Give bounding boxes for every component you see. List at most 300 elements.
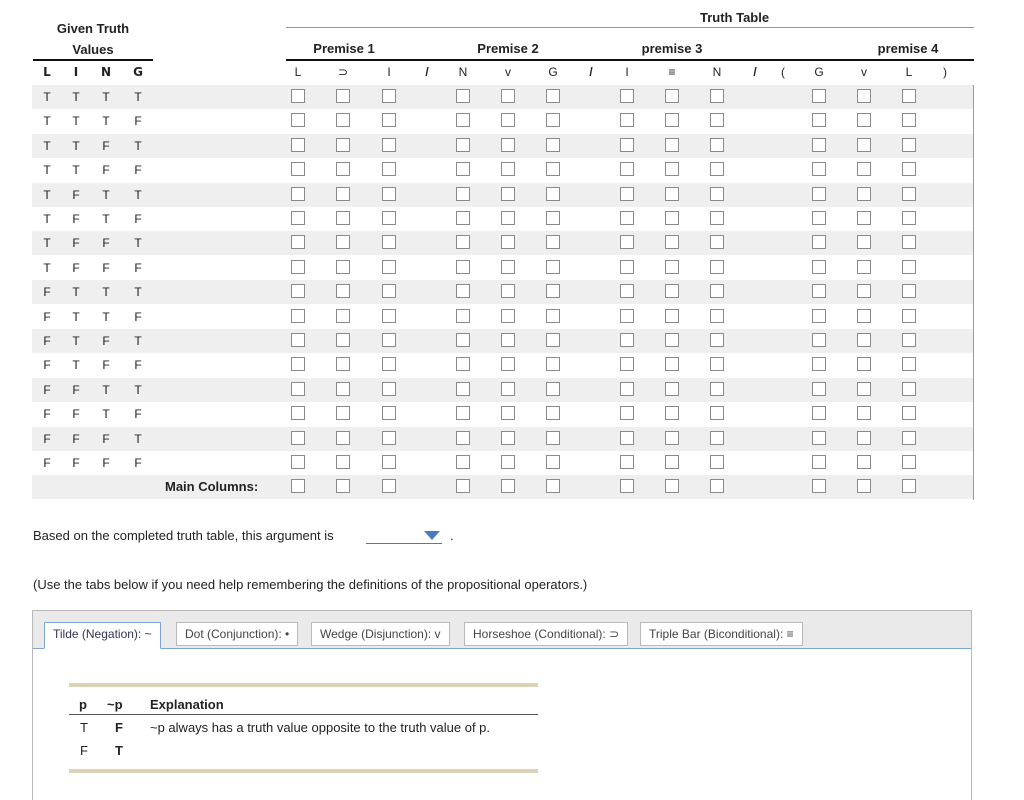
given-value: F xyxy=(134,310,142,324)
answer-checkbox-p1-i[interactable] xyxy=(382,309,396,323)
answer-checkbox-p4-l[interactable] xyxy=(902,89,916,103)
answer-checkbox-p2-g[interactable] xyxy=(546,187,560,201)
answer-checkbox-p3-triplebar[interactable] xyxy=(665,455,679,469)
answer-checkbox-p4-g[interactable] xyxy=(812,455,826,469)
answer-checkbox-p2-wedge[interactable] xyxy=(501,284,515,298)
answer-checkbox-p3-triplebar[interactable] xyxy=(665,284,679,298)
given-value: F xyxy=(72,212,80,226)
given-title-line1: Given Truth xyxy=(56,21,130,36)
premise-1-title: Premise 1 xyxy=(313,41,375,56)
tab-wedge-disjunction[interactable]: Wedge (Disjunction): v xyxy=(311,622,450,646)
answer-checkbox-p2-g[interactable] xyxy=(546,431,560,445)
answer-checkbox-p2-wedge[interactable] xyxy=(501,138,515,152)
answer-checkbox-p2-g[interactable] xyxy=(546,333,560,347)
answer-checkbox-p2-n[interactable] xyxy=(456,284,470,298)
answer-checkbox-p1-l[interactable] xyxy=(291,357,305,371)
def-explanation: ~p always has a truth value opposite to the truth value of p. xyxy=(150,720,491,735)
answer-checkbox-p4-l[interactable] xyxy=(902,333,916,347)
answer-checkbox-p3-n[interactable] xyxy=(710,431,724,445)
given-value: T xyxy=(102,188,110,202)
premise-2-title: Premise 2 xyxy=(477,41,539,56)
given-value: F xyxy=(102,261,110,275)
answer-checkbox-p2-n[interactable] xyxy=(456,162,470,176)
given-value: F xyxy=(72,432,80,446)
tab-horseshoe-conditional[interactable]: Horseshoe (Conditional): ⊃ xyxy=(464,622,628,646)
given-value: T xyxy=(72,334,80,348)
answer-checkbox-p2-g[interactable] xyxy=(546,113,560,127)
answer-checkbox-p3-triplebar[interactable] xyxy=(665,333,679,347)
answer-checkbox-p1-horseshoe[interactable] xyxy=(336,211,350,225)
answer-checkbox-p3-i[interactable] xyxy=(620,382,634,396)
main-column-checkbox-p3-triplebar[interactable] xyxy=(665,479,679,493)
answer-checkbox-p2-wedge[interactable] xyxy=(501,89,515,103)
answer-checkbox-p2-g[interactable] xyxy=(546,406,560,420)
given-value: F xyxy=(43,432,51,446)
given-value: F xyxy=(43,456,51,470)
answer-checkbox-p2-wedge[interactable] xyxy=(501,357,515,371)
answer-checkbox-p1-horseshoe[interactable] xyxy=(336,284,350,298)
answer-checkbox-p4-l[interactable] xyxy=(902,211,916,225)
answer-checkbox-p4-l[interactable] xyxy=(902,260,916,274)
answer-checkbox-p1-i[interactable] xyxy=(382,113,396,127)
answer-checkbox-p2-wedge[interactable] xyxy=(501,162,515,176)
answer-checkbox-p2-g[interactable] xyxy=(546,138,560,152)
main-column-checkbox-p4-wedge[interactable] xyxy=(857,479,871,493)
answer-checkbox-p4-wedge[interactable] xyxy=(857,89,871,103)
answer-checkbox-p1-l[interactable] xyxy=(291,235,305,249)
given-value: F xyxy=(134,163,142,177)
main-columns-label: Main Columns: xyxy=(165,479,259,494)
given-value: F xyxy=(134,456,142,470)
answer-checkbox-p4-g[interactable] xyxy=(812,309,826,323)
answer-checkbox-p3-triplebar[interactable] xyxy=(665,162,679,176)
main-column-checkbox-p2-g[interactable] xyxy=(546,479,560,493)
answer-checkbox-p2-wedge[interactable] xyxy=(501,309,515,323)
def-header-not-p: ~p xyxy=(107,697,123,712)
p4-col-g: G xyxy=(814,65,824,79)
answer-checkbox-p3-i[interactable] xyxy=(620,309,634,323)
given-title-line2: Values xyxy=(72,42,114,57)
given-value: T xyxy=(43,212,51,226)
answer-checkbox-p1-l[interactable] xyxy=(291,113,305,127)
given-value: F xyxy=(102,358,110,372)
p3-col-triplebar: ≡ xyxy=(668,65,676,79)
answer-checkbox-p3-n[interactable] xyxy=(710,260,724,274)
answer-checkbox-p4-wedge[interactable] xyxy=(857,309,871,323)
given-value: T xyxy=(72,114,80,128)
main-column-checkbox-p2-n[interactable] xyxy=(456,479,470,493)
definition-header-rule xyxy=(69,714,538,715)
answer-checkbox-p2-n[interactable] xyxy=(456,382,470,396)
answer-checkbox-p3-triplebar[interactable] xyxy=(665,309,679,323)
answer-checkbox-p3-i[interactable] xyxy=(620,406,634,420)
answer-checkbox-p4-g[interactable] xyxy=(812,235,826,249)
separator-1: / xyxy=(425,65,429,79)
answer-checkbox-p1-i[interactable] xyxy=(382,357,396,371)
given-value: T xyxy=(43,90,51,104)
answer-checkbox-p3-n[interactable] xyxy=(710,162,724,176)
answer-checkbox-p3-i[interactable] xyxy=(620,187,634,201)
answer-checkbox-p4-wedge[interactable] xyxy=(857,235,871,249)
answer-checkbox-p1-i[interactable] xyxy=(382,431,396,445)
answer-checkbox-p2-g[interactable] xyxy=(546,89,560,103)
answer-checkbox-p1-horseshoe[interactable] xyxy=(336,260,350,274)
answer-checkbox-p2-n[interactable] xyxy=(456,455,470,469)
answer-checkbox-p3-n[interactable] xyxy=(710,357,724,371)
main-column-checkbox-p3-n[interactable] xyxy=(710,479,724,493)
answer-checkbox-p3-n[interactable] xyxy=(710,382,724,396)
answer-checkbox-p4-g[interactable] xyxy=(812,162,826,176)
answer-checkbox-p1-horseshoe[interactable] xyxy=(336,431,350,445)
answer-checkbox-p1-horseshoe[interactable] xyxy=(336,382,350,396)
main-column-checkbox-p4-g[interactable] xyxy=(812,479,826,493)
answer-checkbox-p3-triplebar[interactable] xyxy=(665,113,679,127)
answer-checkbox-p4-wedge[interactable] xyxy=(857,406,871,420)
answer-checkbox-p2-n[interactable] xyxy=(456,187,470,201)
main-column-checkbox-p4-l[interactable] xyxy=(902,479,916,493)
answer-checkbox-p1-horseshoe[interactable] xyxy=(336,406,350,420)
answer-checkbox-p2-n[interactable] xyxy=(456,235,470,249)
answer-checkbox-p1-horseshoe[interactable] xyxy=(336,138,350,152)
answer-checkbox-p4-wedge[interactable] xyxy=(857,284,871,298)
separator-2: / xyxy=(589,65,593,79)
answer-checkbox-p2-n[interactable] xyxy=(456,260,470,274)
answer-checkbox-p1-l[interactable] xyxy=(291,284,305,298)
def-header-explanation: Explanation xyxy=(150,697,224,712)
answer-checkbox-p1-i[interactable] xyxy=(382,455,396,469)
answer-checkbox-p4-l[interactable] xyxy=(902,187,916,201)
given-value: F xyxy=(102,139,110,153)
answer-checkbox-p3-n[interactable] xyxy=(710,187,724,201)
main-column-checkbox-p1-l[interactable] xyxy=(291,479,305,493)
answer-checkbox-p3-n[interactable] xyxy=(710,284,724,298)
answer-checkbox-p3-n[interactable] xyxy=(710,211,724,225)
answer-checkbox-p1-l[interactable] xyxy=(291,89,305,103)
given-value: T xyxy=(134,90,142,104)
given-value: T xyxy=(72,139,80,153)
answer-checkbox-p1-horseshoe[interactable] xyxy=(336,235,350,249)
def-row2-not-p: T xyxy=(115,743,123,758)
given-value: T xyxy=(134,432,142,446)
answer-checkbox-p1-l[interactable] xyxy=(291,138,305,152)
answer-checkbox-p2-n[interactable] xyxy=(456,113,470,127)
answer-checkbox-p3-n[interactable] xyxy=(710,309,724,323)
answer-checkbox-p2-g[interactable] xyxy=(546,284,560,298)
given-value: F xyxy=(43,285,51,299)
given-value: T xyxy=(102,212,110,226)
answer-checkbox-p2-n[interactable] xyxy=(456,333,470,347)
answer-checkbox-p3-i[interactable] xyxy=(620,455,634,469)
p2-col-wedge: v xyxy=(505,65,511,79)
given-value: F xyxy=(72,383,80,397)
answer-checkbox-p1-l[interactable] xyxy=(291,187,305,201)
answer-checkbox-p4-l[interactable] xyxy=(902,431,916,445)
answer-checkbox-p2-n[interactable] xyxy=(456,211,470,225)
answer-checkbox-p3-triplebar[interactable] xyxy=(665,382,679,396)
given-value: T xyxy=(43,139,51,153)
answer-checkbox-p3-i[interactable] xyxy=(620,284,634,298)
answer-checkbox-p1-i[interactable] xyxy=(382,260,396,274)
answer-checkbox-p1-horseshoe[interactable] xyxy=(336,89,350,103)
answer-checkbox-p3-i[interactable] xyxy=(620,138,634,152)
answer-checkbox-p2-g[interactable] xyxy=(546,382,560,396)
answer-checkbox-p4-l[interactable] xyxy=(902,309,916,323)
given-value: F xyxy=(72,407,80,421)
given-value: F xyxy=(134,212,142,226)
given-value: T xyxy=(72,310,80,324)
answer-checkbox-p1-l[interactable] xyxy=(291,211,305,225)
answer-checkbox-p2-g[interactable] xyxy=(546,455,560,469)
answer-checkbox-p3-i[interactable] xyxy=(620,333,634,347)
answer-checkbox-p4-wedge[interactable] xyxy=(857,333,871,347)
open-paren: ( xyxy=(781,65,785,79)
answer-checkbox-p4-g[interactable] xyxy=(812,113,826,127)
answer-checkbox-p4-g[interactable] xyxy=(812,357,826,371)
answer-checkbox-p4-g[interactable] xyxy=(812,89,826,103)
answer-checkbox-p4-g[interactable] xyxy=(812,284,826,298)
answer-checkbox-p1-l[interactable] xyxy=(291,333,305,347)
main-column-checkbox-p2-wedge[interactable] xyxy=(501,479,515,493)
answer-checkbox-p1-horseshoe[interactable] xyxy=(336,357,350,371)
answer-checkbox-p1-i[interactable] xyxy=(382,235,396,249)
answer-checkbox-p4-wedge[interactable] xyxy=(857,431,871,445)
answer-checkbox-p3-triplebar[interactable] xyxy=(665,187,679,201)
given-value: T xyxy=(134,383,142,397)
answer-checkbox-p3-i[interactable] xyxy=(620,113,634,127)
answer-checkbox-p2-n[interactable] xyxy=(456,89,470,103)
given-value: T xyxy=(102,383,110,397)
given-value: T xyxy=(72,358,80,372)
answer-checkbox-p2-wedge[interactable] xyxy=(501,455,515,469)
answer-checkbox-p2-wedge[interactable] xyxy=(501,187,515,201)
given-value: F xyxy=(134,114,142,128)
given-value: F xyxy=(134,358,142,372)
given-value: T xyxy=(102,310,110,324)
given-value: F xyxy=(72,236,80,250)
close-paren: ) xyxy=(943,65,947,79)
answer-checkbox-p2-g[interactable] xyxy=(546,260,560,274)
answer-checkbox-p1-i[interactable] xyxy=(382,333,396,347)
p1-col-horseshoe: ⊃ xyxy=(337,65,349,79)
given-value: T xyxy=(102,114,110,128)
answer-checkbox-p2-wedge[interactable] xyxy=(501,406,515,420)
answer-checkbox-p2-g[interactable] xyxy=(546,211,560,225)
answer-checkbox-p4-l[interactable] xyxy=(902,406,916,420)
answer-checkbox-p1-horseshoe[interactable] xyxy=(336,455,350,469)
main-column-checkbox-p1-i[interactable] xyxy=(382,479,396,493)
definition-top-bar xyxy=(69,683,538,687)
answer-checkbox-p2-wedge[interactable] xyxy=(501,431,515,445)
answer-checkbox-p4-g[interactable] xyxy=(812,382,826,396)
answer-checkbox-p3-n[interactable] xyxy=(710,138,724,152)
given-value: F xyxy=(102,163,110,177)
answer-checkbox-p2-n[interactable] xyxy=(456,309,470,323)
answer-checkbox-p1-i[interactable] xyxy=(382,138,396,152)
answer-checkbox-p3-triplebar[interactable] xyxy=(665,260,679,274)
answer-checkbox-p1-horseshoe[interactable] xyxy=(336,162,350,176)
answer-checkbox-p3-n[interactable] xyxy=(710,406,724,420)
answer-checkbox-p1-i[interactable] xyxy=(382,89,396,103)
given-value: T xyxy=(102,90,110,104)
answer-checkbox-p2-wedge[interactable] xyxy=(501,260,515,274)
given-value: T xyxy=(43,163,51,177)
answer-checkbox-p2-g[interactable] xyxy=(546,357,560,371)
given-value: T xyxy=(134,236,142,250)
answer-checkbox-p2-n[interactable] xyxy=(456,431,470,445)
answer-checkbox-p4-g[interactable] xyxy=(812,211,826,225)
answer-checkbox-p4-wedge[interactable] xyxy=(857,382,871,396)
answer-checkbox-p3-i[interactable] xyxy=(620,260,634,274)
answer-checkbox-p4-g[interactable] xyxy=(812,431,826,445)
answer-checkbox-p3-triplebar[interactable] xyxy=(665,406,679,420)
answer-checkbox-p4-l[interactable] xyxy=(902,357,916,371)
given-value: T xyxy=(134,188,142,202)
answer-checkbox-p3-i[interactable] xyxy=(620,357,634,371)
p3-col-n: N xyxy=(712,65,722,79)
answer-checkbox-p4-wedge[interactable] xyxy=(857,187,871,201)
answer-checkbox-p1-l[interactable] xyxy=(291,260,305,274)
given-value: F xyxy=(134,407,142,421)
answer-checkbox-p4-l[interactable] xyxy=(902,138,916,152)
given-values-title xyxy=(34,18,152,60)
answer-checkbox-p4-wedge[interactable] xyxy=(857,162,871,176)
answer-checkbox-p1-horseshoe[interactable] xyxy=(336,113,350,127)
given-value: F xyxy=(43,310,51,324)
given-value: F xyxy=(72,261,80,275)
answer-checkbox-p2-wedge[interactable] xyxy=(501,382,515,396)
answer-checkbox-p3-triplebar[interactable] xyxy=(665,211,679,225)
truth-table-divider xyxy=(286,27,974,28)
answer-checkbox-p1-i[interactable] xyxy=(382,187,396,201)
answer-checkbox-p3-i[interactable] xyxy=(620,211,634,225)
answer-checkbox-p3-n[interactable] xyxy=(710,333,724,347)
answer-checkbox-p1-l[interactable] xyxy=(291,162,305,176)
given-value: F xyxy=(72,456,80,470)
answer-checkbox-p1-l[interactable] xyxy=(291,455,305,469)
answer-checkbox-p4-g[interactable] xyxy=(812,333,826,347)
p3-col-i: I xyxy=(625,65,629,79)
answer-checkbox-p3-n[interactable] xyxy=(710,89,724,103)
answer-checkbox-p1-horseshoe[interactable] xyxy=(336,309,350,323)
answer-checkbox-p4-wedge[interactable] xyxy=(857,455,871,469)
answer-checkbox-p2-n[interactable] xyxy=(456,357,470,371)
given-value: F xyxy=(43,407,51,421)
answer-checkbox-p4-wedge[interactable] xyxy=(857,138,871,152)
given-value: T xyxy=(72,163,80,177)
answer-checkbox-p2-wedge[interactable] xyxy=(501,113,515,127)
answer-checkbox-p3-n[interactable] xyxy=(710,235,724,249)
answer-checkbox-p3-n[interactable] xyxy=(710,455,724,469)
answer-checkbox-p3-i[interactable] xyxy=(620,235,634,249)
answer-checkbox-p3-i[interactable] xyxy=(620,162,634,176)
answer-checkbox-p1-i[interactable] xyxy=(382,284,396,298)
answer-checkbox-p3-i[interactable] xyxy=(620,89,634,103)
answer-checkbox-p3-triplebar[interactable] xyxy=(665,235,679,249)
given-col-l: L xyxy=(43,65,51,79)
chevron-down-icon[interactable] xyxy=(424,531,440,540)
given-value: F xyxy=(102,432,110,446)
def-row1-not-p: F xyxy=(115,720,123,735)
answer-checkbox-p4-g[interactable] xyxy=(812,187,826,201)
given-value: F xyxy=(43,358,51,372)
given-col-g: G xyxy=(133,65,143,79)
main-column-checkbox-p1-horseshoe[interactable] xyxy=(336,479,350,493)
answer-checkbox-p3-triplebar[interactable] xyxy=(665,357,679,371)
given-value: F xyxy=(43,334,51,348)
answer-checkbox-p1-l[interactable] xyxy=(291,382,305,396)
answer-checkbox-p4-g[interactable] xyxy=(812,260,826,274)
answer-checkbox-p2-wedge[interactable] xyxy=(501,235,515,249)
answer-checkbox-p1-l[interactable] xyxy=(291,309,305,323)
answer-checkbox-p2-g[interactable] xyxy=(546,309,560,323)
answer-checkbox-p3-n[interactable] xyxy=(710,113,724,127)
given-value: F xyxy=(102,456,110,470)
answer-checkbox-p4-l[interactable] xyxy=(902,162,916,176)
answer-checkbox-p3-triplebar[interactable] xyxy=(665,89,679,103)
answer-checkbox-p1-l[interactable] xyxy=(291,431,305,445)
table-right-border xyxy=(973,85,974,500)
given-value: F xyxy=(134,261,142,275)
answer-checkbox-p2-wedge[interactable] xyxy=(501,211,515,225)
def-header-p: p xyxy=(79,697,87,712)
tab-triple-bar-biconditional[interactable]: Triple Bar (Biconditional): ≡ xyxy=(640,622,803,646)
given-col-i: I xyxy=(73,65,79,79)
definition-bottom-bar xyxy=(69,769,538,773)
answer-checkbox-p3-triplebar[interactable] xyxy=(665,431,679,445)
answer-checkbox-p4-g[interactable] xyxy=(812,138,826,152)
answer-checkbox-p2-g[interactable] xyxy=(546,235,560,249)
answer-checkbox-p1-i[interactable] xyxy=(382,211,396,225)
given-value: T xyxy=(43,114,51,128)
answer-checkbox-p1-i[interactable] xyxy=(382,406,396,420)
answer-checkbox-p1-horseshoe[interactable] xyxy=(336,333,350,347)
given-col-n: N xyxy=(100,65,112,79)
given-value: T xyxy=(102,285,110,299)
answer-checkbox-p1-i[interactable] xyxy=(382,162,396,176)
answer-checkbox-p1-l[interactable] xyxy=(291,406,305,420)
help-note: (Use the tabs below if you need help remembering the definitions of the propositional operators.) xyxy=(33,577,588,592)
given-value: F xyxy=(102,236,110,250)
answer-checkbox-p4-wedge[interactable] xyxy=(857,211,871,225)
answer-checkbox-p4-wedge[interactable] xyxy=(857,357,871,371)
answer-checkbox-p4-g[interactable] xyxy=(812,406,826,420)
p1-col-l: L xyxy=(294,65,302,79)
given-value: F xyxy=(102,334,110,348)
p4-col-l: L xyxy=(905,65,913,79)
answer-checkbox-p4-l[interactable] xyxy=(902,113,916,127)
answer-checkbox-p4-l[interactable] xyxy=(902,382,916,396)
answer-checkbox-p4-wedge[interactable] xyxy=(857,260,871,274)
answer-checkbox-p4-wedge[interactable] xyxy=(857,113,871,127)
answer-checkbox-p4-l[interactable] xyxy=(902,455,916,469)
answer-checkbox-p2-g[interactable] xyxy=(546,162,560,176)
answer-checkbox-p3-i[interactable] xyxy=(620,431,634,445)
tab-tilde-negation[interactable]: Tilde (Negation): ~ xyxy=(44,622,161,649)
answer-checkbox-p2-wedge[interactable] xyxy=(501,333,515,347)
main-column-checkbox-p3-i[interactable] xyxy=(620,479,634,493)
answer-checkbox-p4-l[interactable] xyxy=(902,235,916,249)
p1-col-i: I xyxy=(387,65,391,79)
answer-checkbox-p1-horseshoe[interactable] xyxy=(336,187,350,201)
answer-checkbox-p3-triplebar[interactable] xyxy=(665,138,679,152)
tab-dot-conjunction[interactable]: Dot (Conjunction): • xyxy=(176,622,298,646)
answer-checkbox-p1-i[interactable] xyxy=(382,382,396,396)
given-value: T xyxy=(102,407,110,421)
answer-checkbox-p4-l[interactable] xyxy=(902,284,916,298)
answer-checkbox-p2-n[interactable] xyxy=(456,138,470,152)
answer-checkbox-p2-n[interactable] xyxy=(456,406,470,420)
given-value: T xyxy=(43,236,51,250)
